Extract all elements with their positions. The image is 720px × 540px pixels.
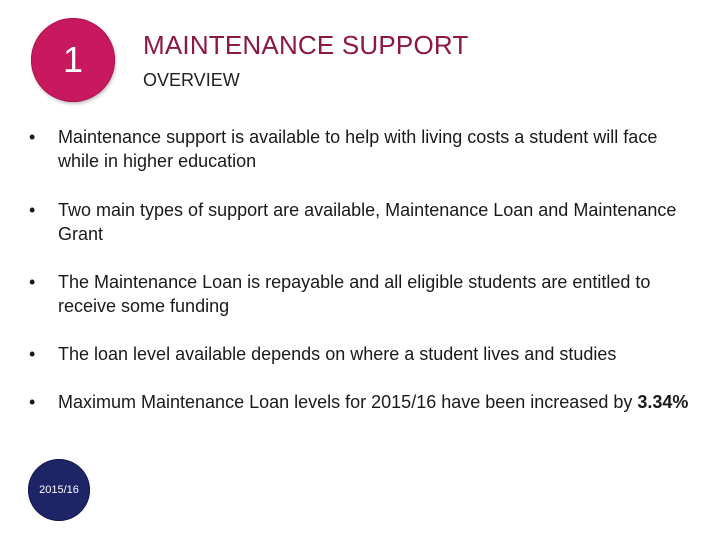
bullet-item — [29, 125, 699, 173]
bullet-item — [29, 342, 699, 366]
bullet-marker: • — [29, 200, 36, 220]
section-number-badge — [31, 18, 115, 102]
bullet-item — [29, 390, 699, 414]
slide-subtitle: OVERVIEW — [143, 70, 240, 90]
year-badge — [28, 459, 90, 521]
bullet-marker: • — [29, 392, 36, 412]
section-number: 1 — [62, 39, 84, 80]
bullet-item — [29, 198, 699, 246]
bullet-text: The Maintenance Loan is repayable and all eligible students are entitled to receive some funding — [58, 272, 651, 316]
bullet-item — [29, 270, 699, 318]
bullet-marker: • — [29, 344, 36, 364]
bullet-emphasis: 3.34% — [637, 392, 689, 412]
bullet-text: The loan level available depends on where a student lives and studies — [58, 344, 617, 364]
bullet-marker: • — [29, 127, 36, 147]
slide-title: MAINTENANCE SUPPORT — [143, 30, 469, 60]
year-label: 2015/16 — [39, 484, 79, 496]
bullet-text: Two main types of support are available, Maintenance Loan and Maintenance Grant — [58, 200, 677, 244]
bullet-marker: • — [29, 272, 36, 292]
bullet-text-wrapper — [58, 390, 699, 414]
bullet-text: Maximum Maintenance Loan levels for 2015/16 have been increased by — [58, 392, 638, 412]
bullet-text: Maintenance support is available to help with living costs a student will face while in higher education — [58, 127, 658, 171]
